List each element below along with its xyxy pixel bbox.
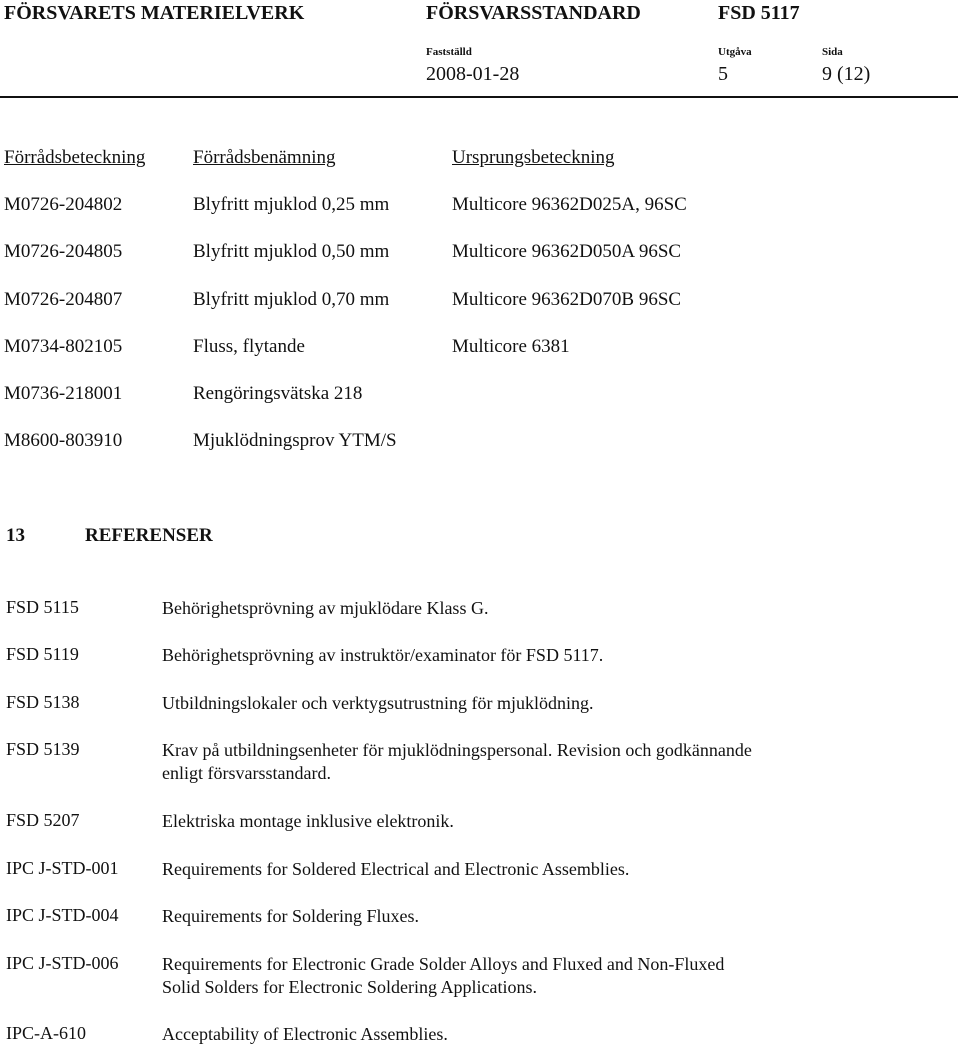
item-name: Rengöringsvätska 218 [193,383,363,404]
established-label: Fastställd [426,46,472,58]
item-name: Blyfritt mjuklod 0,70 mm [193,289,390,310]
item-origin: Multicore 96362D025A, 96SC [452,194,687,215]
reference-description: Krav på utbildningsenheter för mjuklödningspersonal. Revision och godkännande enligt försvarsstandard. [162,740,752,783]
reference-code: IPC-A-610 [6,1023,86,1043]
reference-description: Behörighetsprövning av mjuklödare Klass G. [162,598,489,618]
column-header-origin: Ursprungsbeteckning [452,147,615,168]
document-number: FSD 5117 [718,2,800,24]
item-code: M0726-204807 [4,289,123,310]
item-code: M0726-204802 [4,194,123,215]
item-code: M0736-218001 [4,383,123,404]
reference-description: Elektriska montage inklusive elektronik. [162,811,454,831]
reference-description: Requirements for Soldered Electrical and Electronic Assemblies. [162,859,630,879]
item-origin: Multicore 96362D050A 96SC [452,241,682,262]
item-name: Fluss, flytande [193,336,305,357]
page-number: 9 (12) [822,63,871,85]
edition-label: Utgåva [718,46,752,58]
column-header-code: Förrådsbeteckning [4,147,146,168]
reference-code: FSD 5119 [6,644,79,664]
edition-number: 5 [718,63,728,85]
header-divider [0,96,958,98]
item-origin: Multicore 6381 [452,336,570,357]
reference-code: FSD 5207 [6,810,80,830]
reference-code: IPC J-STD-006 [6,953,119,973]
item-name: Blyfritt mjuklod 0,50 mm [193,241,390,262]
item-origin: Multicore 96362D070B 96SC [452,289,682,310]
reference-code: FSD 5115 [6,597,79,617]
document-type: FÖRSVARSSTANDARD [426,2,641,24]
reference-description: Utbildningslokaler och verktygsutrustning för mjuklödning. [162,693,594,713]
reference-description: Requirements for Soldering Fluxes. [162,906,419,926]
reference-code: FSD 5139 [6,739,80,759]
section-title: REFERENSER [85,525,213,546]
item-name: Blyfritt mjuklod 0,25 mm [193,194,390,215]
section-number: 13 [6,525,25,546]
reference-code: FSD 5138 [6,692,80,712]
page-label: Sida [822,46,843,58]
column-header-name: Förrådsbenämning [193,147,336,168]
reference-description: Requirements for Electronic Grade Solder Alloys and Fluxed and Non-Fluxed Solid Solders for Electronic Soldering Applications. [162,954,725,997]
reference-code: IPC J-STD-004 [6,905,119,925]
item-name: Mjuklödningsprov YTM/S [193,430,397,451]
reference-description: Behörighetsprövning av instruktör/examinator för FSD 5117. [162,645,604,665]
item-code: M8600-803910 [4,430,123,451]
item-code: M0726-204805 [4,241,123,262]
organization-name: FÖRSVARETS MATERIELVERK [4,2,305,24]
item-code: M0734-802105 [4,336,123,357]
established-date: 2008-01-28 [426,63,520,85]
reference-description: Acceptability of Electronic Assemblies. [162,1024,448,1044]
reference-code: IPC J-STD-001 [6,858,119,878]
